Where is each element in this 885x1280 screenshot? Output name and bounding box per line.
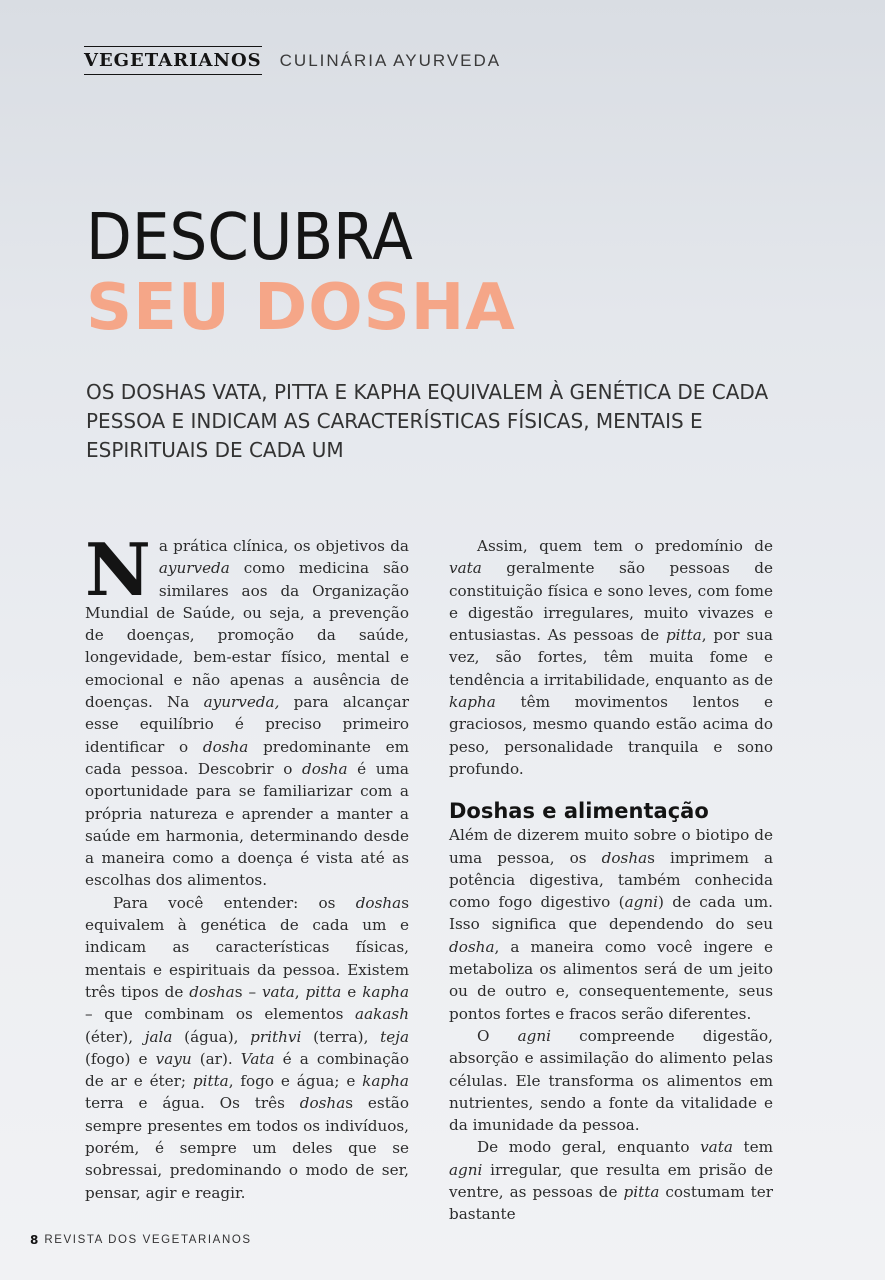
text-run: (terra), [301,1027,381,1046]
text-run: a prática clínica, os objetivos da [158,537,409,555]
drop-cap: N [85,527,151,612]
italic-term: pitta [623,1183,660,1202]
text-run: , a maneira como você ingere e metaboliza os alimentos será de um jeito ou de outro e, consequentemente, seus pontos fortes e fracos serão diferentes. [449,937,773,1023]
text-run: O [477,1026,518,1045]
text-run: irregular, que resulta em prisão de ventre, as pessoas de [449,1160,773,1202]
italic-term: pitta [192,1072,229,1091]
text-run: s equivalem à genética de cada um e indicam as características físicas, mentais e espirituais da pessoa. Existem três tipos de [85,893,409,1001]
italic-term: teja [380,1027,409,1046]
footer [30,1233,252,1247]
italic-term: ayurveda [158,559,230,578]
italic-term: dosha [189,982,235,1001]
text-run: é uma oportunidade para se familiarizar com a própria natureza e aprender a manter a saúde em harmonia, determinando desde a maneira como a doença é vista até as escolhas dos alimentos. [85,759,409,890]
text-run: compreende digestão, absorção e assimilação do alimento pelas células. Ele transforma os alimentos em nutrientes, sendo a fonte da vitalidade e da imunidade da pessoa. [449,1026,773,1135]
text-run: (éter), [85,1027,145,1046]
section-topic: CULINÁRIA AYURVEDA [279,50,502,70]
italic-term: agni [624,893,658,912]
italic-term: vayu [155,1049,192,1068]
italic-term: prithvi [250,1027,302,1046]
italic-term: dosha [299,1094,346,1113]
text-run: para alcançar esse equilíbrio é preciso primeiro identificar o [85,693,409,756]
italic-term: dosha [202,737,249,756]
italic-term: kapha [362,1072,409,1091]
article-paragraph-3 [449,535,773,780]
italic-term: aakash [355,1005,409,1024]
text-run: terra e água. Os três [85,1094,300,1113]
subtitle: OS DOSHAS VATA, PITTA E KAPHA EQUIVALEM À GENÉTICA DE CADA PESSOA E INDICAM AS CARACTERÍSTICAS FÍSICAS, MENTAIS E ESPIRITUAIS DE CADA UM [86,380,769,462]
italic-term: agni [449,1160,483,1179]
italic-term: Vata [240,1049,275,1068]
title-line-2: SEU DOSHA [86,271,516,345]
text-run: predominante em cada pessoa. Descobrir o [85,737,409,778]
text-run: s estão sempre presentes em todos os indivíduos, porém, é sempre um deles que se sobressai, predominando o modo de ser, pensar, agir e reagir. [85,1094,409,1202]
text-run: (água), [172,1027,251,1046]
text-run: ) de cada um. Isso significa que dependendo do seu [449,893,773,934]
publication-name: REVISTA DOS VEGETARIANOS [44,1234,252,1246]
italic-term: jala [144,1027,173,1046]
article-paragraph-2 [85,892,409,1204]
text-run: (ar). [191,1049,241,1068]
text-run: é a combinação de ar e éter; [85,1049,409,1091]
article-paragraph-5 [449,1025,773,1136]
italic-term: vata [700,1138,733,1157]
page-number: 8 [30,1233,39,1247]
italic-term: dosha [302,759,348,778]
italic-term: dosha [601,848,648,867]
section-header [84,46,501,75]
italic-term: kapha [362,982,410,1001]
text-run: Assim, quem tem o predomínio de [477,537,773,555]
text-run: geralmente são pessoas de constituição física e sono leves, com fome e digestão irregulares, muito vivazes e entusiastas. As pessoas de [449,559,773,645]
text-run: tem [732,1138,773,1157]
text-run: , [294,982,306,1001]
italic-term: kapha [449,693,496,712]
italic-term: agni [517,1026,552,1045]
text-run: s imprimem a potência digestiva, também conhecida como fogo digestivo ( [449,848,773,912]
article-column-left [85,527,410,1204]
text-run: como medicina são similares aos da Organização Mundial de Saúde, ou seja, a prevenção de doenças, promoção da saúde, longevidade, bem-estar físico, mental e emocional e não apenas a ausência de doenças. Na [85,559,409,712]
italic-term: pitta [305,982,342,1001]
italic-term: vata [261,982,295,1001]
section-label: VEGETARIANOS [84,46,262,75]
text-run: têm movimentos lentos e graciosos, mesmo quando estão acima do peso, personalidade tranquila e sono profundo. [449,693,773,778]
text-run: De modo geral, enquanto [477,1138,701,1157]
text-run: s – [234,982,262,1001]
text-run: , por sua vez, são fortes, têm muita fome e tendência a irritabilidade, enquanto as de [449,626,773,689]
article-paragraph-1 [85,527,409,892]
text-run: , fogo e água; e [228,1072,363,1091]
italic-term: dosha [449,937,495,956]
italic-term: dosha [355,893,402,912]
text-run: costumam ter bastante [449,1183,773,1224]
section-heading: Doshas e alimentação [449,799,709,824]
article-paragraph-6 [449,1136,773,1225]
text-run: e [341,982,363,1001]
title-line-1: DESCUBRA [86,201,413,275]
text-run: Além de dizerem muito sobre o biotipo de uma pessoa, os [449,826,773,867]
italic-term: ayurveda, [203,693,280,712]
italic-term: vata [449,559,482,578]
text-run: – que combinam os elementos [85,1005,356,1024]
article-column-right [449,535,773,1226]
italic-term: pitta [665,626,702,645]
text-run: (fogo) e [85,1049,156,1068]
text-run: Para você entender: os [113,893,356,912]
article-paragraph-4 [449,824,773,1025]
